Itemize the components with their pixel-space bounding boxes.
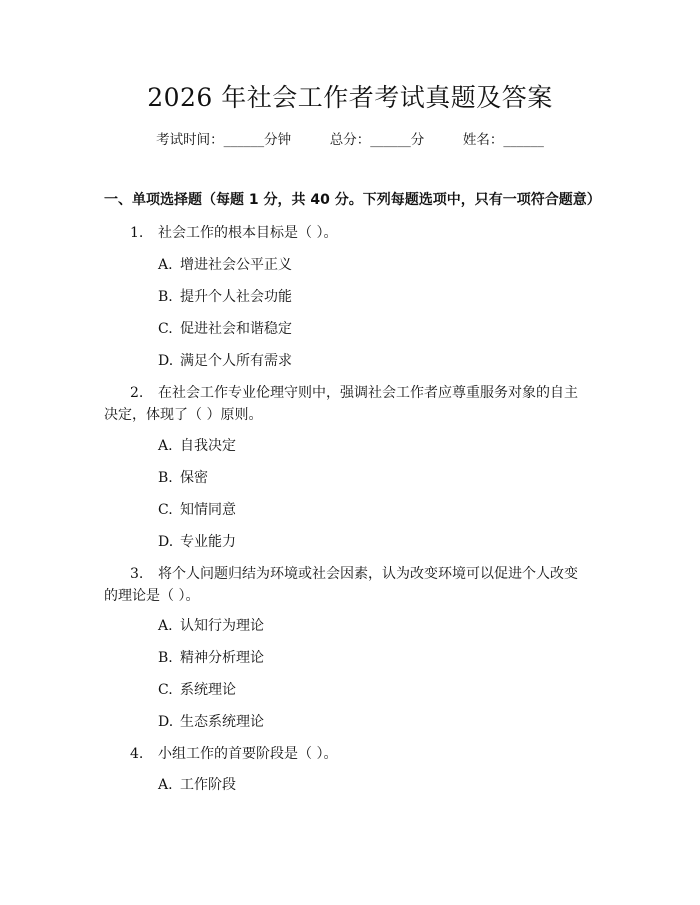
section-heading: 一、单项选择题（每题 1 分，共 40 分。下列每题选项中，只有一项符合题意） bbox=[104, 192, 601, 208]
document-title: 2026 年社会工作者考试真题及答案 bbox=[147, 83, 553, 112]
question-text: 在社会工作专业伦理守则中，强调社会工作者应尊重服务对象的自主决定，体现了（ ）原则。 bbox=[104, 385, 578, 423]
option-key: B. bbox=[158, 650, 173, 666]
option-key: A. bbox=[158, 618, 173, 634]
question-text: 小组工作的首要阶段是（ ）。 bbox=[158, 746, 338, 762]
option-text: 满足个人所有需求 bbox=[180, 353, 292, 369]
option-2d bbox=[158, 532, 236, 552]
option-key: B. bbox=[158, 470, 173, 486]
option-key: A. bbox=[158, 777, 173, 793]
time-blank: ______ bbox=[223, 132, 265, 148]
option-1d bbox=[158, 351, 292, 371]
option-key: C. bbox=[158, 682, 173, 698]
option-text: 工作阶段 bbox=[180, 777, 236, 793]
name-blank: ______ bbox=[503, 132, 544, 148]
option-2a bbox=[158, 436, 236, 456]
option-3c bbox=[158, 680, 236, 700]
question-2 bbox=[104, 382, 584, 426]
option-text: 增进社会公平正义 bbox=[180, 257, 292, 273]
option-text: 精神分析理论 bbox=[180, 650, 264, 666]
option-4a bbox=[158, 775, 236, 795]
option-3b bbox=[158, 648, 264, 668]
exam-meta-line bbox=[0, 130, 700, 150]
option-key: D. bbox=[158, 353, 174, 369]
option-key: D. bbox=[158, 714, 174, 730]
name-label: 姓名： bbox=[462, 132, 504, 148]
time-unit: 分钟 bbox=[264, 132, 292, 148]
question-text: 将个人问题归结为环境或社会因素，认为改变环境可以促进个人改变的理论是（ ）。 bbox=[104, 566, 578, 604]
score-blank: ______ bbox=[370, 132, 411, 148]
option-text: 促进社会和谐稳定 bbox=[180, 321, 292, 337]
question-text: 社会工作的根本目标是（ ）。 bbox=[158, 225, 338, 241]
option-text: 系统理论 bbox=[180, 682, 236, 698]
option-3d bbox=[158, 712, 264, 732]
question-number: 2. bbox=[130, 385, 144, 401]
option-1c bbox=[158, 319, 292, 339]
option-2c bbox=[158, 500, 236, 520]
question-4 bbox=[104, 743, 584, 765]
option-text: 认知行为理论 bbox=[180, 618, 264, 634]
option-key: C. bbox=[158, 502, 173, 518]
question-1 bbox=[104, 222, 584, 244]
option-1a bbox=[158, 255, 292, 275]
score-label: 总分： bbox=[329, 132, 371, 148]
option-text: 生态系统理论 bbox=[180, 714, 264, 730]
time-label: 考试时间： bbox=[156, 132, 224, 148]
question-number: 3. bbox=[130, 566, 144, 582]
option-3a bbox=[158, 616, 264, 636]
option-2b bbox=[158, 468, 208, 488]
question-number: 4. bbox=[130, 746, 144, 762]
option-key: B. bbox=[158, 289, 173, 305]
option-key: A. bbox=[158, 257, 173, 273]
option-key: A. bbox=[158, 438, 173, 454]
score-unit: 分 bbox=[410, 132, 425, 148]
option-key: D. bbox=[158, 534, 174, 550]
option-1b bbox=[158, 287, 292, 307]
question-3 bbox=[104, 563, 584, 607]
option-text: 自我决定 bbox=[180, 438, 236, 454]
option-text: 知情同意 bbox=[180, 502, 236, 518]
option-text: 专业能力 bbox=[180, 534, 236, 550]
question-number: 1. bbox=[130, 225, 144, 241]
option-text: 保密 bbox=[180, 470, 208, 486]
option-text: 提升个人社会功能 bbox=[180, 289, 292, 305]
option-key: C. bbox=[158, 321, 173, 337]
